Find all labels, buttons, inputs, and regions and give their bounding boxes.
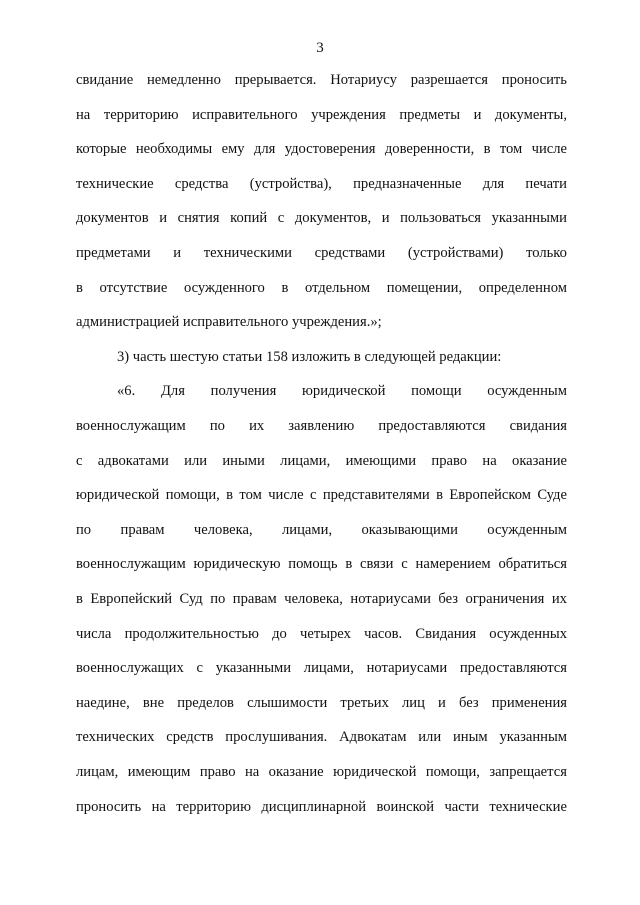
- word: необходимы: [135, 141, 213, 158]
- word: с: [196, 660, 203, 677]
- word: или: [418, 729, 442, 746]
- word: в: [76, 279, 83, 296]
- word: Суд: [179, 591, 203, 607]
- word: числа: [76, 625, 112, 642]
- word: пользоваться: [400, 210, 481, 227]
- word: том: [239, 487, 262, 504]
- word: лицами,: [280, 452, 331, 469]
- line-text: администрацией исправительного учреждения.»;: [76, 314, 382, 331]
- word: человека,: [193, 521, 253, 538]
- text-line: [76, 107, 567, 124]
- word: применения: [491, 694, 567, 711]
- word: нотариусами: [366, 660, 448, 677]
- text-line: [76, 660, 567, 677]
- word: иными: [222, 452, 265, 469]
- word: числе: [531, 141, 567, 158]
- text-line: [76, 764, 567, 781]
- word: предметами: [76, 245, 151, 261]
- word: по: [210, 591, 226, 607]
- word: документов: [76, 210, 149, 227]
- word: свидание: [76, 72, 134, 88]
- word: по: [76, 521, 92, 538]
- text-line: [76, 729, 567, 746]
- word: Для: [160, 383, 185, 400]
- word: юридической: [302, 383, 386, 400]
- word: помощь: [288, 556, 338, 573]
- word: том: [499, 141, 523, 158]
- text-line: [76, 556, 567, 573]
- word: или: [184, 452, 208, 469]
- word: предоставляются: [459, 660, 567, 677]
- word: Нотариусу: [330, 72, 397, 88]
- word: получения: [210, 383, 277, 400]
- word: нотариусами: [350, 591, 431, 607]
- word: запрещается: [489, 764, 567, 780]
- text-line: [76, 695, 567, 712]
- word: в: [226, 487, 234, 504]
- word: имеющими: [345, 452, 417, 469]
- word: и: [473, 106, 482, 123]
- word: отдельном: [304, 279, 371, 296]
- word: по: [209, 418, 225, 434]
- word: для: [482, 175, 505, 192]
- word: доверенности,: [384, 141, 475, 158]
- word: право: [431, 452, 468, 469]
- word: указанным: [499, 729, 567, 746]
- word: третьих: [340, 694, 389, 711]
- word: удостоверения: [284, 141, 376, 158]
- text-line: [76, 314, 567, 331]
- word: в: [483, 141, 491, 158]
- word: иным: [452, 729, 488, 746]
- word: правам: [120, 521, 165, 538]
- word: указанными: [215, 660, 292, 677]
- word: лицами,: [282, 521, 333, 538]
- word: Свидания: [415, 625, 477, 642]
- word: только: [526, 245, 567, 261]
- word: осужденным: [487, 521, 567, 538]
- word: помощи: [411, 383, 462, 400]
- word: в: [345, 556, 353, 573]
- word: лицам,: [76, 764, 119, 780]
- word: копий: [230, 210, 268, 227]
- word: на: [244, 764, 260, 780]
- text-line: [76, 799, 567, 816]
- word: снятия: [177, 210, 220, 227]
- word: и: [173, 245, 182, 261]
- word: предоставляются: [378, 418, 486, 434]
- word: части: [444, 798, 479, 815]
- word: ему: [221, 141, 245, 158]
- word: в: [436, 487, 444, 504]
- word: правам: [232, 591, 277, 607]
- word: средств: [166, 729, 214, 746]
- word: военнослужащим: [76, 418, 186, 434]
- word: с: [76, 452, 83, 469]
- word: проносить: [76, 798, 142, 815]
- word: которые: [76, 141, 127, 158]
- word: территорию: [103, 106, 179, 123]
- word: намерением: [415, 556, 491, 573]
- word: на: [151, 798, 166, 815]
- text-line: [76, 72, 567, 89]
- word: имеющим: [127, 764, 191, 780]
- text-line: [76, 522, 567, 539]
- word: слышимости: [247, 694, 328, 711]
- word: ограничения: [465, 591, 545, 607]
- word: юридическую: [193, 556, 281, 573]
- word: оказание: [512, 452, 567, 469]
- word: указанными: [491, 210, 567, 227]
- text-line: [76, 453, 567, 470]
- word: средствами: [314, 245, 386, 261]
- word: свидания: [509, 418, 567, 434]
- word: предметы: [399, 106, 461, 123]
- word: Суде: [537, 487, 567, 504]
- word: «6.: [117, 383, 136, 400]
- word: заявлению: [288, 418, 355, 434]
- word: технические: [489, 798, 567, 815]
- word: оказание: [268, 764, 324, 780]
- word: их: [249, 418, 265, 434]
- word: пределов: [177, 694, 234, 711]
- word: (устройствами): [407, 245, 504, 261]
- text-line: [117, 349, 567, 366]
- word: с: [277, 210, 285, 227]
- word: помощи,: [425, 764, 480, 780]
- text-line: [76, 418, 567, 435]
- word: лицами,: [303, 660, 354, 677]
- word: и: [159, 210, 168, 227]
- text-line: [76, 141, 567, 158]
- word: средства: [174, 175, 229, 192]
- word: без: [458, 694, 479, 711]
- word: определенном: [478, 279, 567, 296]
- text-line: [76, 245, 567, 262]
- word: осужденных: [489, 625, 567, 642]
- word: наедине,: [76, 694, 130, 711]
- text-line: [76, 176, 567, 193]
- word: продолжительностью: [124, 625, 259, 642]
- word: на: [482, 452, 497, 469]
- word: с: [401, 556, 408, 573]
- text-line: [76, 210, 567, 227]
- word: учреждения: [311, 106, 386, 123]
- word: печати: [525, 175, 567, 192]
- line-text: 3) часть шестую статьи 158 изложить в следующей редакции:: [117, 348, 502, 365]
- word: без: [438, 591, 459, 607]
- word: Европейский: [90, 591, 173, 607]
- text-line: [76, 487, 567, 504]
- word: для: [253, 141, 276, 158]
- word: отсутствие: [99, 279, 168, 296]
- word: и: [438, 694, 446, 711]
- word: в: [76, 591, 83, 607]
- word: числе: [268, 487, 304, 504]
- word: разрешается: [410, 72, 488, 88]
- word: технических: [76, 729, 155, 746]
- word: до: [272, 625, 287, 642]
- word: дисциплинарной: [261, 798, 367, 815]
- word: прослушивания.: [225, 729, 328, 746]
- word: четырех: [300, 625, 351, 642]
- word: (устройства),: [249, 175, 332, 192]
- word: осужденным: [487, 383, 567, 400]
- word: обратиться: [498, 556, 567, 573]
- word: немедленно: [146, 72, 221, 88]
- word: осужденного: [183, 279, 265, 296]
- word: оказывающими: [361, 521, 458, 538]
- text-line: [76, 626, 567, 643]
- word: исправительного: [192, 106, 298, 123]
- text-line: [76, 591, 567, 608]
- word: технические: [76, 175, 154, 192]
- word: юридической: [76, 487, 160, 504]
- word: и: [381, 210, 390, 227]
- word: проносить: [501, 72, 567, 88]
- word: адвокатами: [97, 452, 169, 469]
- word: в: [281, 279, 289, 296]
- word: воинской: [376, 798, 435, 815]
- text-line: [117, 383, 567, 400]
- word: юридической: [333, 764, 417, 780]
- word: документы,: [494, 106, 567, 123]
- word: техническими: [203, 245, 292, 261]
- word: помещении,: [386, 279, 463, 296]
- word: лиц: [402, 694, 425, 711]
- word: военнослужащим: [76, 556, 186, 573]
- word: на: [76, 106, 91, 123]
- page-number: 3: [316, 40, 324, 56]
- word: Европейском: [449, 487, 531, 504]
- word: часов.: [364, 625, 403, 642]
- word: Адвокатам: [339, 729, 407, 746]
- text-line: [76, 280, 567, 297]
- word: предназначенные: [353, 175, 462, 192]
- word: представителями: [322, 487, 430, 504]
- word: военнослужащих: [76, 660, 184, 677]
- word: право: [199, 764, 236, 780]
- word: с: [309, 487, 317, 504]
- word: прерывается.: [234, 72, 317, 88]
- word: помощи,: [165, 487, 220, 504]
- word: территорию: [176, 798, 251, 815]
- word: вне: [142, 694, 165, 711]
- word: связи: [360, 556, 394, 573]
- word: человека,: [284, 591, 343, 607]
- word: документов,: [294, 210, 372, 227]
- word: их: [551, 591, 567, 607]
